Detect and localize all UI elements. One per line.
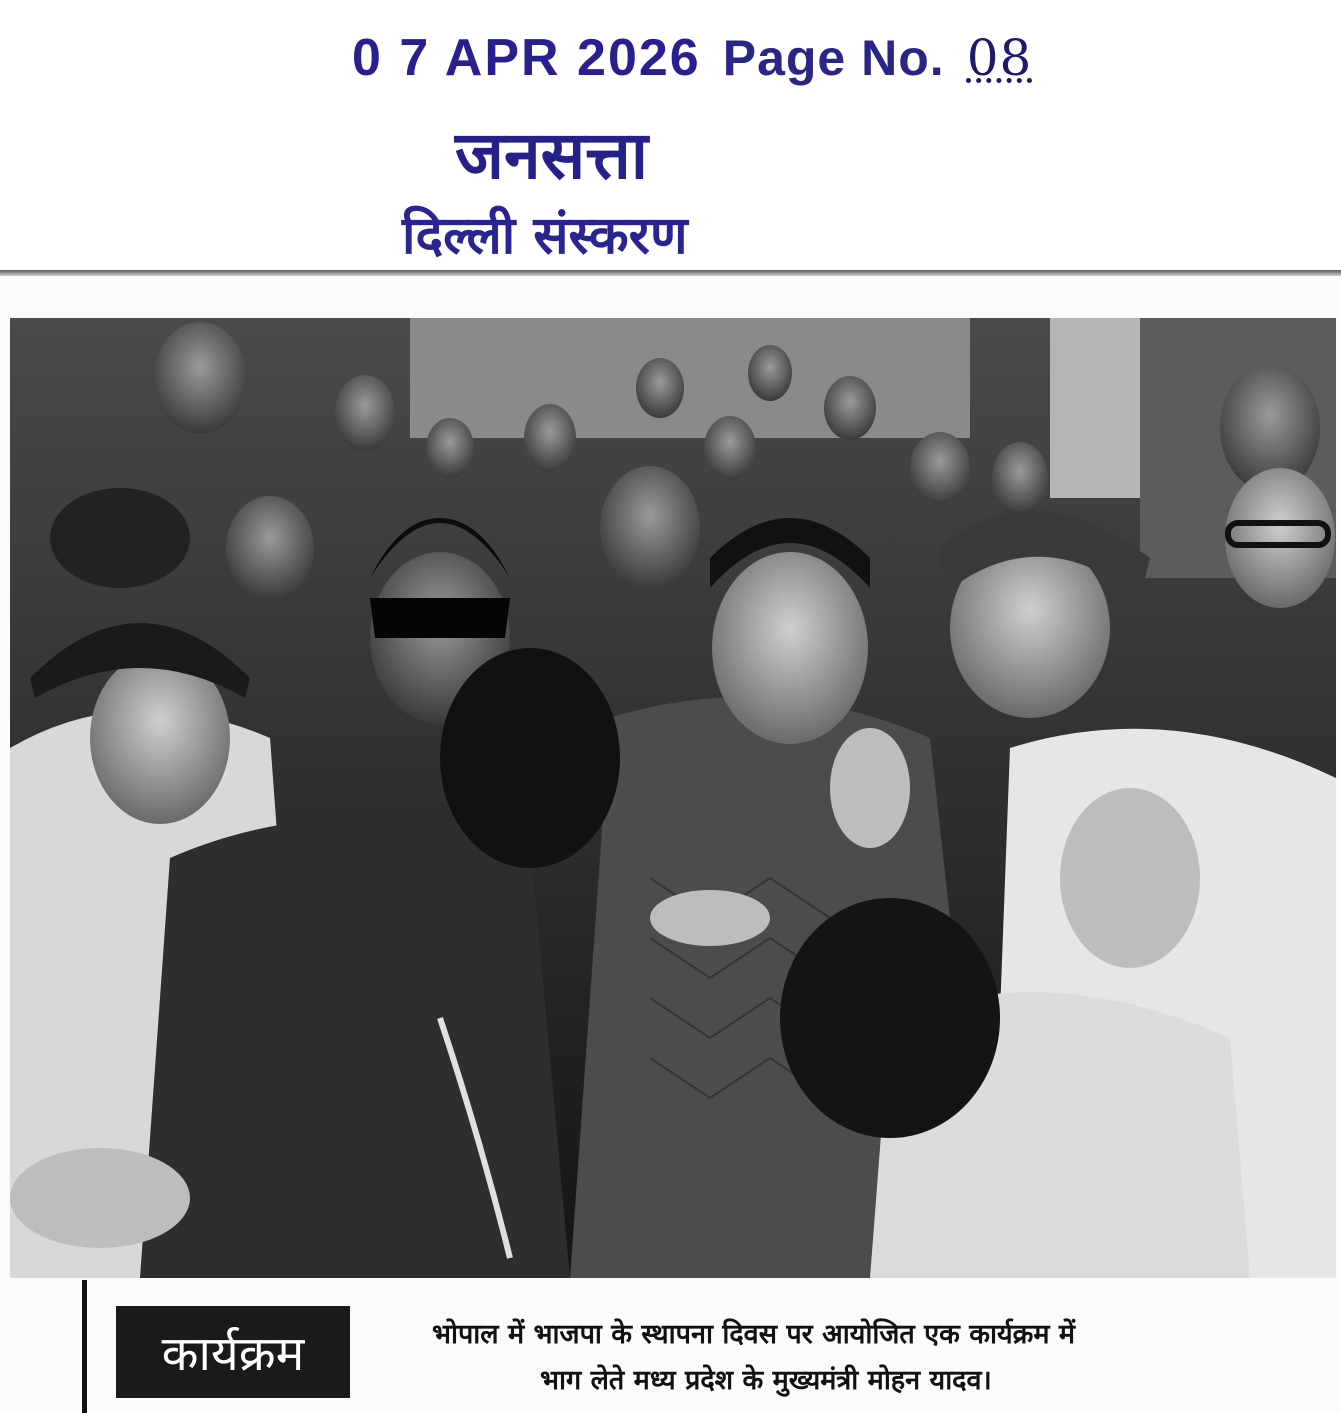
date-stamp — [352, 28, 1032, 108]
stamp-date: 0 7 APR 2026 — [352, 29, 701, 87]
photo-caption — [432, 1312, 1192, 1404]
caption-line-1: भोपाल में भाजपा के स्थापना दिवस पर आयोजित एक कार्यक्रम में — [432, 1319, 1076, 1350]
news-photo — [10, 318, 1336, 1278]
stamp-page-label: Page No. — [722, 30, 945, 86]
crowd-photo-illustration — [10, 318, 1336, 1278]
newspaper-name-stamp: जनसत्ता — [455, 117, 648, 194]
stamp-page-number: 08 — [966, 29, 1033, 87]
edition-stamp: दिल्ली संस्करण — [402, 206, 688, 266]
caption-tag: कार्यक्रम — [116, 1306, 350, 1398]
caption-line-2: भाग लेते मध्य प्रदेश के मुख्यमंत्री मोहन यादव। — [540, 1365, 992, 1396]
caption-rule — [82, 1280, 87, 1413]
